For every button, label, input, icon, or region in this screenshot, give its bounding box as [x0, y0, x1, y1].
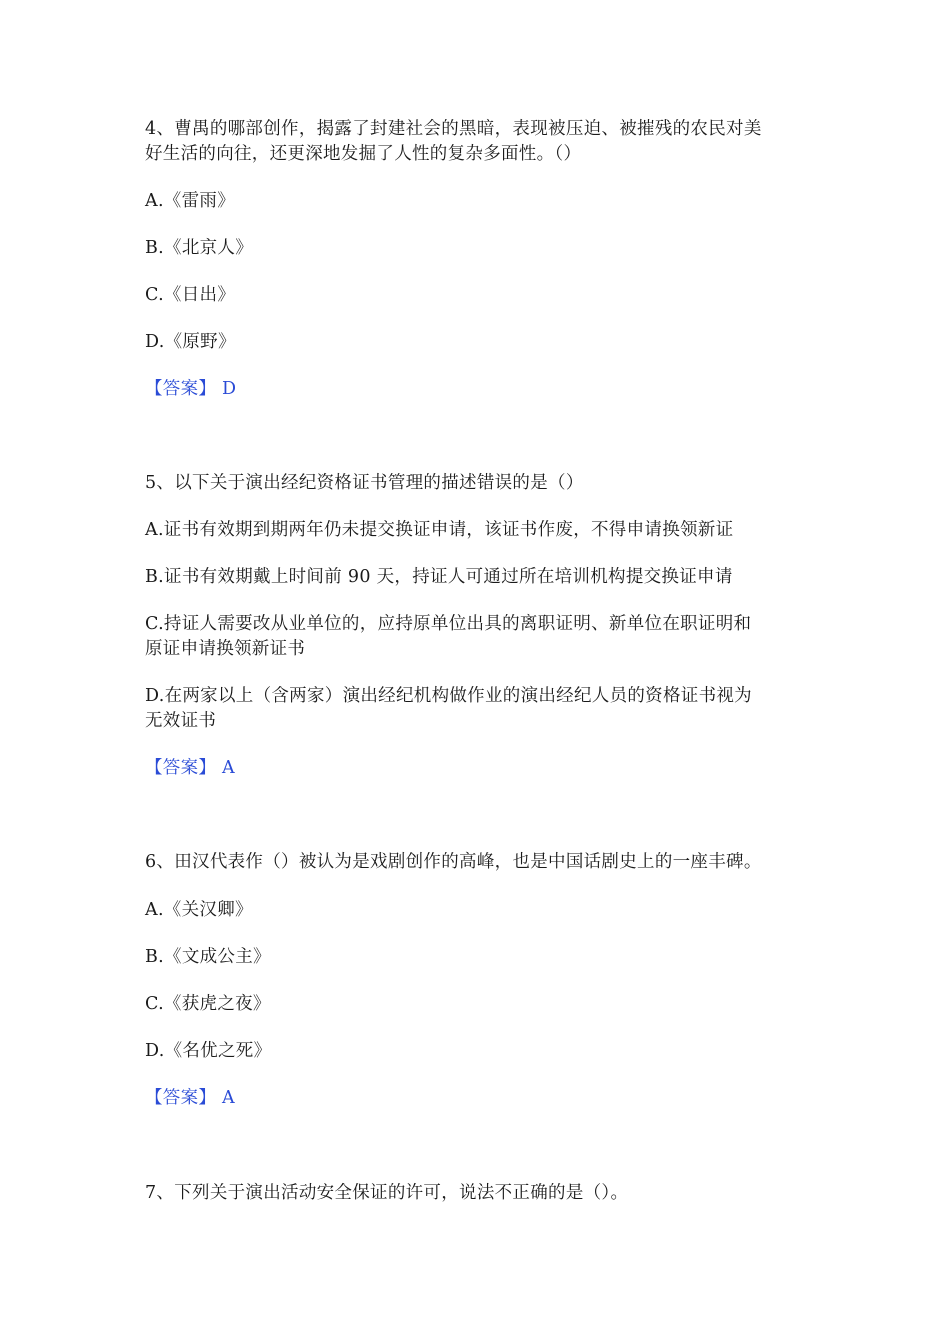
question-4-stem-line-2: 好生活的向往，还更深地发掘了人性的复杂多面性。（） [145, 144, 582, 164]
question-6-option-a: A.《关汉卿》 [145, 900, 253, 920]
question-6-answer: 【答案】 A [145, 1088, 236, 1108]
question-5-option-a: A.证书有效期到期两年仍未提交换证申请，该证书作废，不得申请换领新证 [145, 520, 734, 540]
question-4-option-b: B.《北京人》 [145, 238, 254, 258]
question-5-stem: 5、以下关于演出经纪资格证书管理的描述错误的是（） [145, 473, 584, 493]
question-4-answer: 【答案】 D [145, 379, 237, 399]
question-5-answer: 【答案】 A [145, 758, 236, 778]
question-6-option-c: C.《获虎之夜》 [145, 994, 271, 1014]
question-5-option-b: B.证书有效期戴上时间前 90 天，持证人可通过所在培训机构提交换证申请 [145, 567, 733, 587]
question-5-option-c-line-1: C.持证人需要改从业单位的，应持原单位出具的离职证明、新单位在职证明和 [145, 614, 752, 634]
question-6-option-d: D.《名优之死》 [145, 1041, 272, 1061]
question-4-stem-line-1: 4、曹禺的哪部创作，揭露了封建社会的黑暗，表现被压迫、被摧残的农民对美 [145, 119, 762, 139]
question-4-option-d: D.《原野》 [145, 332, 236, 352]
question-6-stem: 6、田汉代表作（）被认为是戏剧创作的高峰，也是中国话剧史上的一座丰碑。 [145, 852, 762, 872]
question-4-option-a: A.《雷雨》 [145, 191, 236, 211]
question-5-option-d-line-1: D.在两家以上（含两家）演出经纪机构做作业的演出经纪人员的资格证书视为 [145, 686, 752, 706]
question-6-option-b: B.《文成公主》 [145, 947, 271, 967]
question-4-option-c: C.《日出》 [145, 285, 236, 305]
question-5-option-d-line-2: 无效证书 [145, 711, 217, 731]
question-5-option-c-line-2: 原证申请换领新证书 [145, 639, 306, 659]
question-7-stem: 7、下列关于演出活动安全保证的许可，说法不正确的是（）。 [145, 1183, 629, 1203]
